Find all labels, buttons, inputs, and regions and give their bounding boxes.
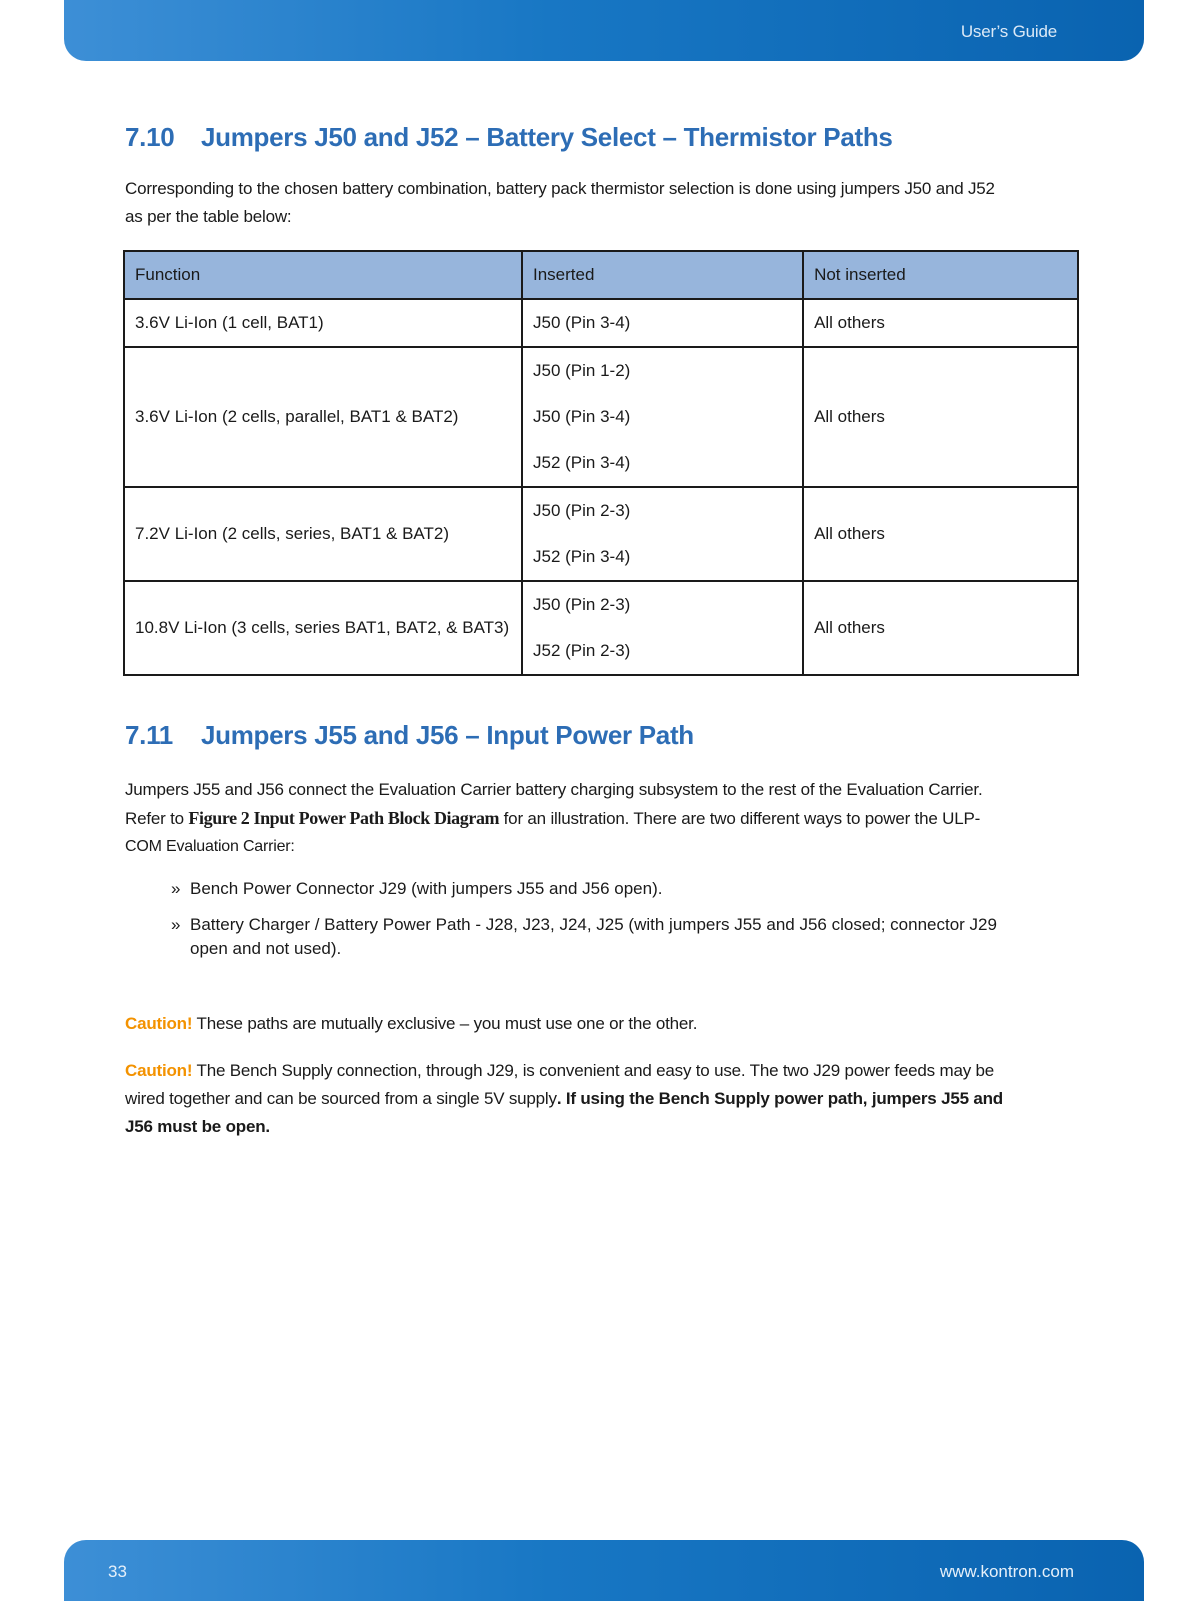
- caution-2-line2: [125, 1085, 1077, 1113]
- caution-1-text: These paths are mutually exclusive – you must use one or the other.: [192, 1014, 698, 1033]
- bullet-text-line2: open and not used).: [190, 939, 342, 958]
- figure-reference-link[interactable]: Figure 2 Input Power Path Block Diagram: [188, 808, 500, 828]
- inserted-line: J52 (Pin 3-4): [533, 547, 631, 566]
- inserted-line: J52 (Pin 3-4): [533, 453, 631, 472]
- section-710-title: Jumpers J50 and J52 – Battery Select – Thermistor Paths: [201, 122, 893, 152]
- section-710-intro-line2: as per the table below:: [125, 207, 292, 226]
- section-710-number: 7.10: [125, 122, 175, 152]
- section-710-intro: [125, 175, 1077, 231]
- header-not-inserted: Not inserted: [803, 251, 1078, 299]
- section-711-heading: [125, 720, 1077, 751]
- footer-band: [64, 1540, 1144, 1601]
- not-inserted-cell: All others: [803, 299, 1078, 347]
- inserted-line: J50 (Pin 3-4): [533, 407, 631, 426]
- inserted-line: J50 (Pin 1-2): [533, 361, 631, 380]
- inserted-cell: J50 (Pin 3-4): [522, 299, 803, 347]
- function-cell: 3.6V Li-Ion (2 cells, parallel, BAT1 & BAT2): [124, 347, 522, 487]
- section-711-paragraph: [125, 776, 1077, 861]
- section-711-para-line2: [125, 804, 1077, 833]
- jumper-table: [123, 250, 1079, 676]
- inserted-cell: [522, 347, 803, 487]
- table-row: [124, 347, 1078, 487]
- header-title: User’s Guide: [960, 22, 1057, 41]
- section-711-number: 7.11: [125, 720, 173, 750]
- caution-2-line1: [125, 1057, 1077, 1085]
- not-inserted-cell: All others: [803, 347, 1078, 487]
- not-inserted-cell: All others: [803, 487, 1078, 581]
- section-710-heading: [125, 122, 1077, 153]
- function-cell: 10.8V Li-Ion (3 cells, series BAT1, BAT2, & BAT3): [124, 581, 522, 675]
- caution-2-text-normal: wired together and can be sourced from a single 5V supply: [125, 1089, 557, 1108]
- table-row: [124, 299, 1078, 347]
- caution-2-text-bold: . If using the Bench Supply power path, jumpers J55 and: [556, 1089, 1003, 1108]
- inserted-line: J50 (Pin 2-3): [533, 595, 631, 614]
- header-function: Function: [124, 251, 522, 299]
- caution-2-text-line1: The Bench Supply connection, through J29, is convenient and easy to use. The two J29 power feeds may be: [192, 1061, 995, 1080]
- table-header-row: [124, 251, 1078, 299]
- inserted-line: J52 (Pin 2-3): [533, 641, 631, 660]
- list-item: [171, 877, 1076, 901]
- caution-label: Caution!: [125, 1014, 193, 1033]
- not-inserted-cell: All others: [803, 581, 1078, 675]
- section-711-heading-wrap: [125, 720, 1077, 751]
- footer-url-link[interactable]: www.kontron.com: [939, 1562, 1074, 1581]
- caution-label: Caution!: [125, 1061, 193, 1080]
- caution-2-line3: J56 must be open.: [125, 1117, 270, 1136]
- caution-1: [125, 1010, 1077, 1038]
- refer-text: Refer to: [125, 809, 189, 828]
- refer-after-text: for an illustration. There are two different ways to power the ULP-: [499, 809, 981, 828]
- table-row: [124, 487, 1078, 581]
- inserted-cell: [522, 487, 803, 581]
- header-band: [64, 0, 1144, 61]
- table-row: [124, 581, 1078, 675]
- function-cell: 3.6V Li-Ion (1 cell, BAT1): [124, 299, 522, 347]
- section-711-title: Jumpers J55 and J56 – Input Power Path: [201, 720, 694, 750]
- section-711-para-line3: COM Evaluation Carrier:: [125, 838, 295, 855]
- inserted-cell: [522, 581, 803, 675]
- bullet-list: [171, 877, 1076, 961]
- bullet-mark: »: [171, 879, 181, 898]
- section-711-para-line1: Jumpers J55 and J56 connect the Evaluation Carrier battery charging subsystem to the rest of the Evaluation Carrier.: [125, 780, 983, 799]
- inserted-line: J50 (Pin 2-3): [533, 501, 631, 520]
- page-number: 33: [108, 1562, 127, 1581]
- section-710-heading-wrap: [125, 122, 1077, 153]
- section-710-intro-line1: Corresponding to the chosen battery combination, battery pack thermistor selection is done using jumpers J50 and J52: [125, 179, 995, 198]
- function-cell: 7.2V Li-Ion (2 cells, series, BAT1 & BAT2): [124, 487, 522, 581]
- header-inserted: Inserted: [522, 251, 803, 299]
- bullet-mark: »: [171, 915, 181, 934]
- bullet-text: Bench Power Connector J29 (with jumpers J55 and J56 open).: [190, 879, 663, 898]
- list-item: [171, 913, 1076, 961]
- caution-2: [125, 1057, 1077, 1141]
- bullet-text-line1: Battery Charger / Battery Power Path - J28, J23, J24, J25 (with jumpers J55 and J56 closed; connector J29: [190, 915, 997, 934]
- caution-1-line: [125, 1010, 1077, 1038]
